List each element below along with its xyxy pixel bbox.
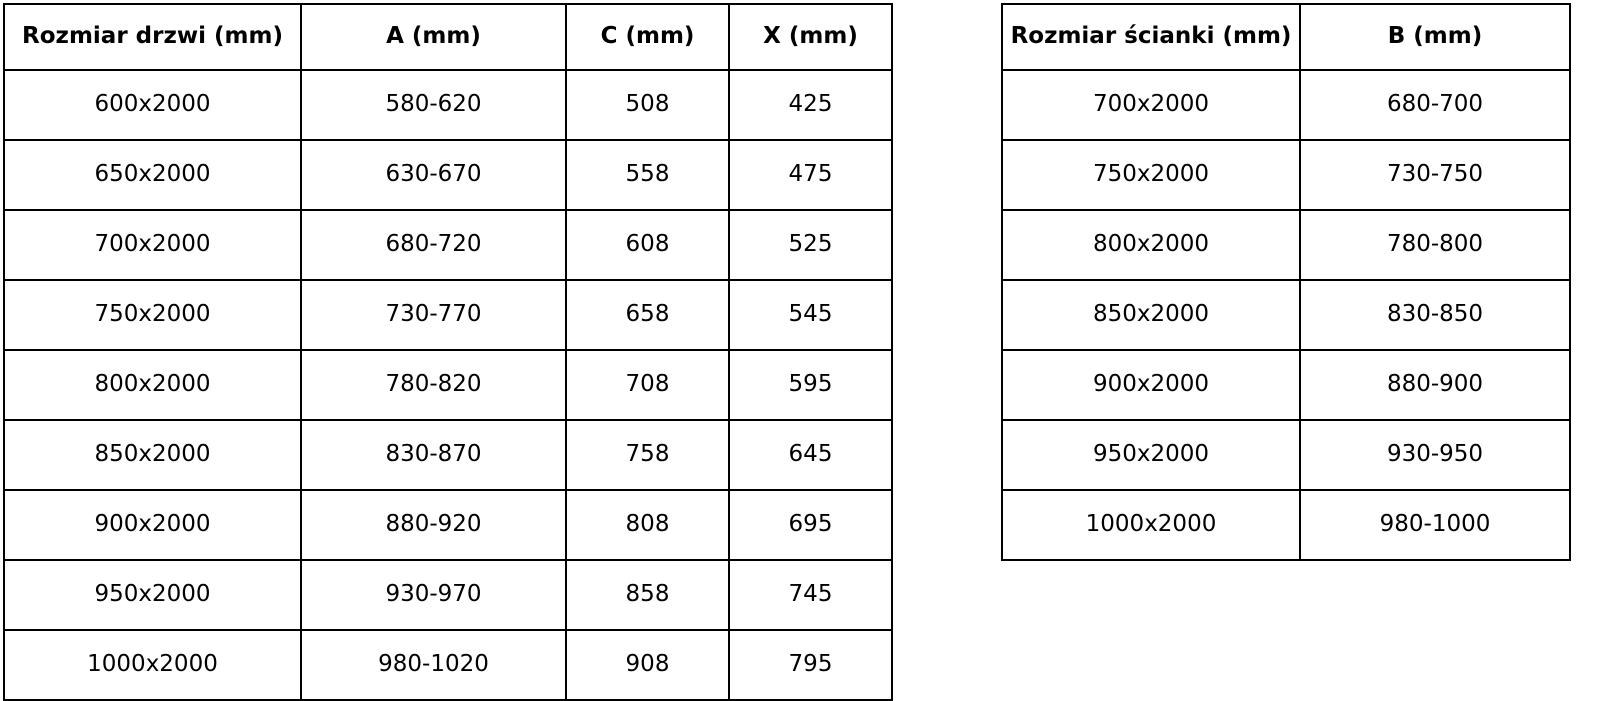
cell-x: 525 — [729, 210, 892, 280]
cell-a: 830-870 — [301, 420, 566, 490]
cell-door-size: 700x2000 — [4, 210, 301, 280]
cell-door-size: 1000x2000 — [4, 630, 301, 700]
cell-x: 595 — [729, 350, 892, 420]
cell-b: 780-800 — [1300, 210, 1570, 280]
column-header-c: C (mm) — [566, 4, 729, 70]
cell-a: 880-920 — [301, 490, 566, 560]
cell-a: 630-670 — [301, 140, 566, 210]
table-row — [4, 560, 892, 630]
table-row — [4, 420, 892, 490]
cell-a: 680-720 — [301, 210, 566, 280]
cell-b: 680-700 — [1300, 70, 1570, 140]
column-header-door-size: Rozmiar drzwi (mm) — [4, 4, 301, 70]
cell-wall-size: 900x2000 — [1002, 350, 1300, 420]
cell-wall-size: 700x2000 — [1002, 70, 1300, 140]
column-header-a: A (mm) — [301, 4, 566, 70]
table-row — [4, 630, 892, 700]
cell-wall-size: 750x2000 — [1002, 140, 1300, 210]
table-row — [1002, 490, 1570, 560]
table-row — [4, 140, 892, 210]
cell-x: 645 — [729, 420, 892, 490]
cell-b: 980-1000 — [1300, 490, 1570, 560]
cell-c: 758 — [566, 420, 729, 490]
cell-c: 658 — [566, 280, 729, 350]
table-row — [1002, 70, 1570, 140]
shower-door-dimensions-table — [3, 3, 893, 701]
table-row — [1002, 280, 1570, 350]
cell-c: 858 — [566, 560, 729, 630]
column-header-x: X (mm) — [729, 4, 892, 70]
cell-door-size: 800x2000 — [4, 350, 301, 420]
table-row — [1002, 420, 1570, 490]
cell-b: 830-850 — [1300, 280, 1570, 350]
cell-c: 608 — [566, 210, 729, 280]
table-row — [1002, 350, 1570, 420]
cell-c: 908 — [566, 630, 729, 700]
table-row — [1002, 140, 1570, 210]
cell-wall-size: 850x2000 — [1002, 280, 1300, 350]
shower-wall-dimensions-table — [1001, 3, 1571, 561]
cell-x: 795 — [729, 630, 892, 700]
cell-wall-size: 950x2000 — [1002, 420, 1300, 490]
cell-door-size: 950x2000 — [4, 560, 301, 630]
cell-b: 730-750 — [1300, 140, 1570, 210]
cell-door-size: 900x2000 — [4, 490, 301, 560]
cell-b: 880-900 — [1300, 350, 1570, 420]
column-header-b: B (mm) — [1300, 4, 1570, 70]
cell-b: 930-950 — [1300, 420, 1570, 490]
table-header-row — [4, 4, 892, 70]
cell-door-size: 650x2000 — [4, 140, 301, 210]
cell-door-size: 850x2000 — [4, 420, 301, 490]
cell-x: 425 — [729, 70, 892, 140]
cell-door-size: 750x2000 — [4, 280, 301, 350]
table-row — [4, 210, 892, 280]
cell-wall-size: 800x2000 — [1002, 210, 1300, 280]
cell-x: 745 — [729, 560, 892, 630]
cell-a: 780-820 — [301, 350, 566, 420]
cell-a: 730-770 — [301, 280, 566, 350]
table-row — [4, 350, 892, 420]
table-row — [4, 70, 892, 140]
cell-x: 695 — [729, 490, 892, 560]
cell-c: 708 — [566, 350, 729, 420]
table-row — [4, 490, 892, 560]
column-header-wall-size: Rozmiar ścianki (mm) — [1002, 4, 1300, 70]
table-row — [1002, 210, 1570, 280]
cell-c: 558 — [566, 140, 729, 210]
cell-c: 808 — [566, 490, 729, 560]
cell-door-size: 600x2000 — [4, 70, 301, 140]
cell-a: 580-620 — [301, 70, 566, 140]
table-row — [4, 280, 892, 350]
cell-a: 930-970 — [301, 560, 566, 630]
table-header-row — [1002, 4, 1570, 70]
cell-x: 545 — [729, 280, 892, 350]
cell-wall-size: 1000x2000 — [1002, 490, 1300, 560]
cell-a: 980-1020 — [301, 630, 566, 700]
cell-x: 475 — [729, 140, 892, 210]
cell-c: 508 — [566, 70, 729, 140]
